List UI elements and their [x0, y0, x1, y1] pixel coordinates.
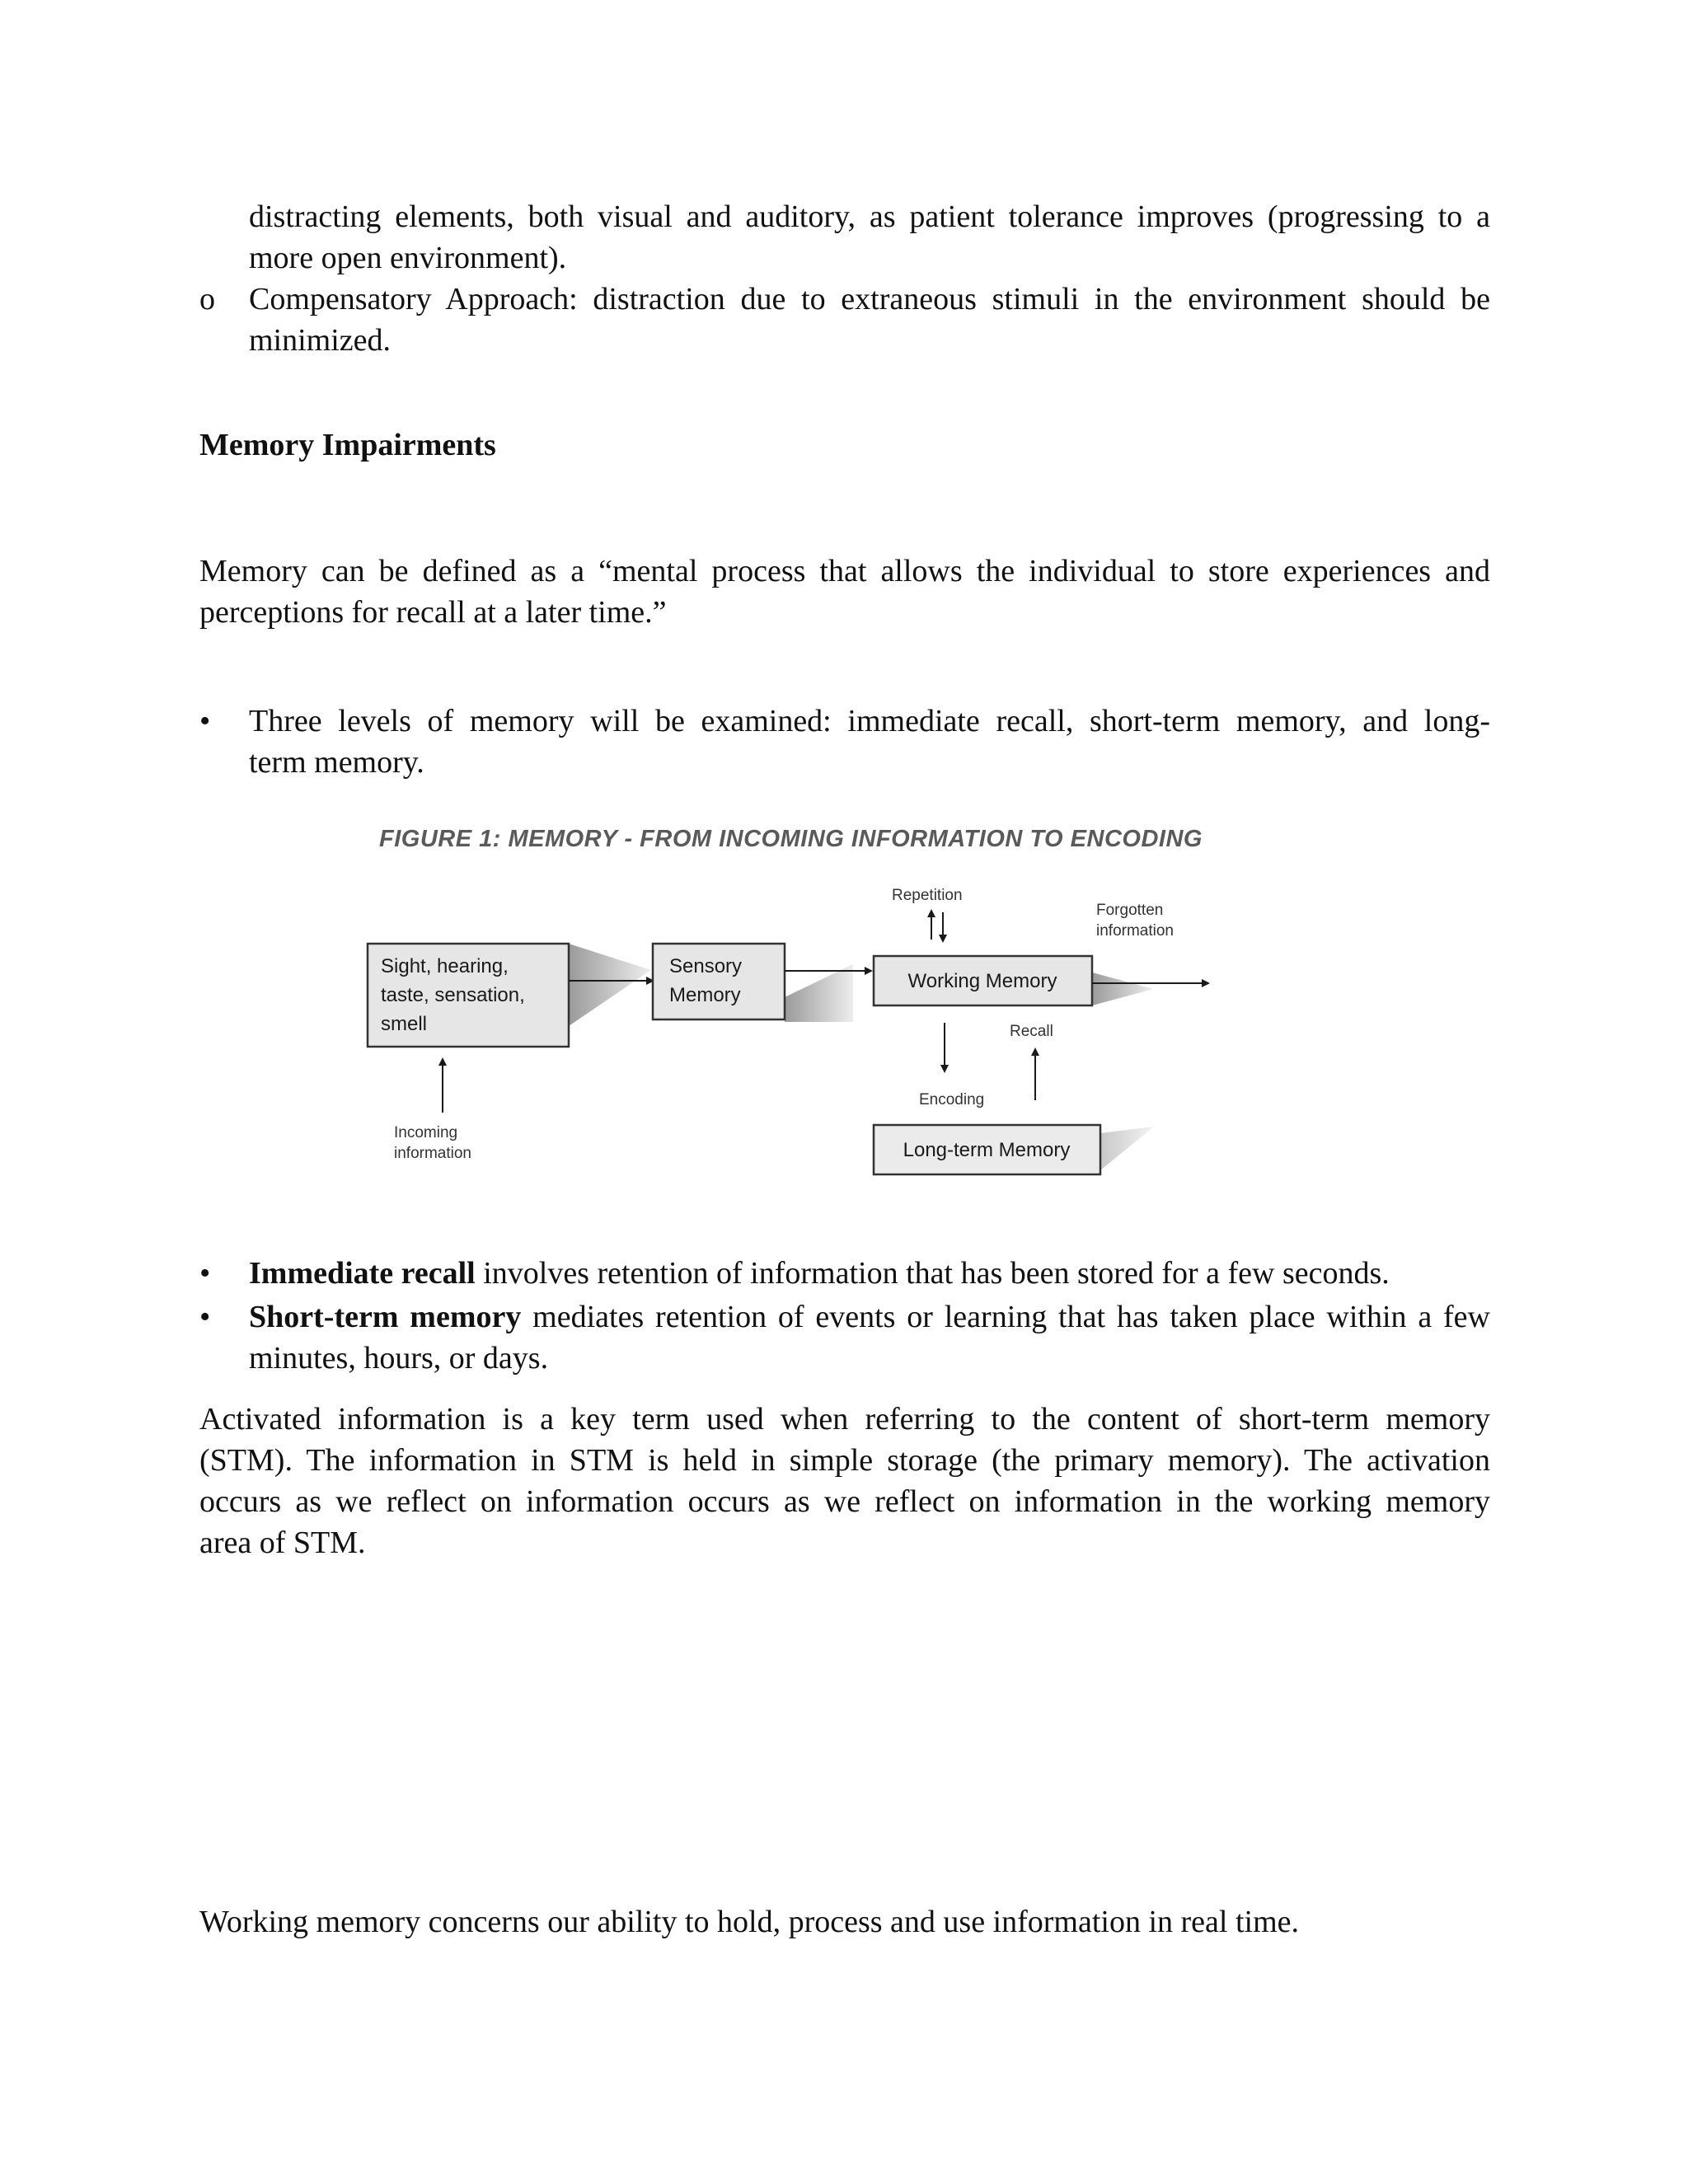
- levels-line-2: term memory.: [249, 745, 424, 780]
- working-memory-statement: Working memory concerns our ability to hold, process and use information in real time.: [199, 1905, 1300, 1939]
- recall-label: Recall: [1010, 1023, 1053, 1040]
- repetition-label: Repetition: [892, 887, 963, 904]
- encoding-label: Encoding: [919, 1091, 985, 1108]
- senses-label-2: taste, sensation,: [381, 984, 525, 1006]
- definition-line-1: Memory can be defined as a “mental process that allows the individual to store experiences and: [199, 554, 1490, 588]
- long-term-shadow: [1100, 1127, 1154, 1170]
- continuation-line-1: distracting elements, both visual and auditory, as patient tolerance improves (progressing to a: [249, 199, 1490, 234]
- forgotten-label-1: Forgotten: [1096, 902, 1164, 919]
- levels-line-1: Three levels of memory will be examined: immediate recall, short-term memory, and long-: [249, 704, 1490, 738]
- section-heading: Memory Impairments: [199, 428, 496, 462]
- incoming-label-1: Incoming: [394, 1124, 458, 1141]
- bullet-marker: •: [199, 1256, 211, 1291]
- compensatory-line-2: minimized.: [249, 323, 392, 358]
- compensatory-line-1: Compensatory Approach: distraction due to extraneous stimuli in the environment should be: [249, 282, 1490, 316]
- figure-title: FIGURE 1: MEMORY - FROM INCOMING INFORMATION TO ENCODING: [379, 826, 1203, 852]
- senses-label-1: Sight, hearing,: [381, 955, 509, 977]
- memory-figure: [363, 820, 1253, 1195]
- short-term-term: Short-term memory: [249, 1300, 522, 1334]
- activated-line-3: occurs as we reflect on information occurs as we reflect on information in the working memory: [199, 1484, 1490, 1519]
- activated-line-1: Activated information is a key term used when referring to the content of short-term memory: [199, 1402, 1490, 1436]
- sensory-label-1: Sensory: [669, 955, 743, 977]
- sensory-label-2: Memory: [669, 984, 741, 1006]
- bullet-marker: •: [199, 704, 211, 738]
- short-term-text: mediates retention of events or learning that has taken place within a few: [521, 1300, 1490, 1334]
- sensory-shadow: [785, 964, 853, 1022]
- forgotten-label-2: information: [1096, 922, 1174, 940]
- definition-line-2: perceptions for recall at a later time.”: [199, 595, 667, 630]
- immediate-recall-term: Immediate recall: [249, 1256, 476, 1291]
- immediate-recall-text: involves retention of information that has been stored for a few seconds.: [475, 1256, 1390, 1291]
- incoming-label-2: information: [394, 1145, 471, 1162]
- bullet-marker: •: [199, 1300, 211, 1334]
- senses-label-3: smell: [381, 1013, 428, 1035]
- short-term-line-1: [249, 1296, 1490, 1338]
- continuation-line-2: more open environment).: [249, 241, 567, 275]
- immediate-recall-line: [249, 1253, 1390, 1294]
- short-term-line-2: minutes, hours, or days.: [249, 1341, 549, 1376]
- senses-shadow: [569, 944, 651, 1026]
- list-marker-o: o: [199, 282, 215, 316]
- activated-line-2: (STM). The information in STM is held in simple storage (the primary memory). The activation: [199, 1443, 1490, 1478]
- long-term-memory-label: Long-term Memory: [903, 1139, 1071, 1161]
- working-shadow: [1092, 972, 1154, 1005]
- activated-line-4: area of STM.: [199, 1526, 366, 1560]
- working-memory-label: Working Memory: [907, 970, 1057, 992]
